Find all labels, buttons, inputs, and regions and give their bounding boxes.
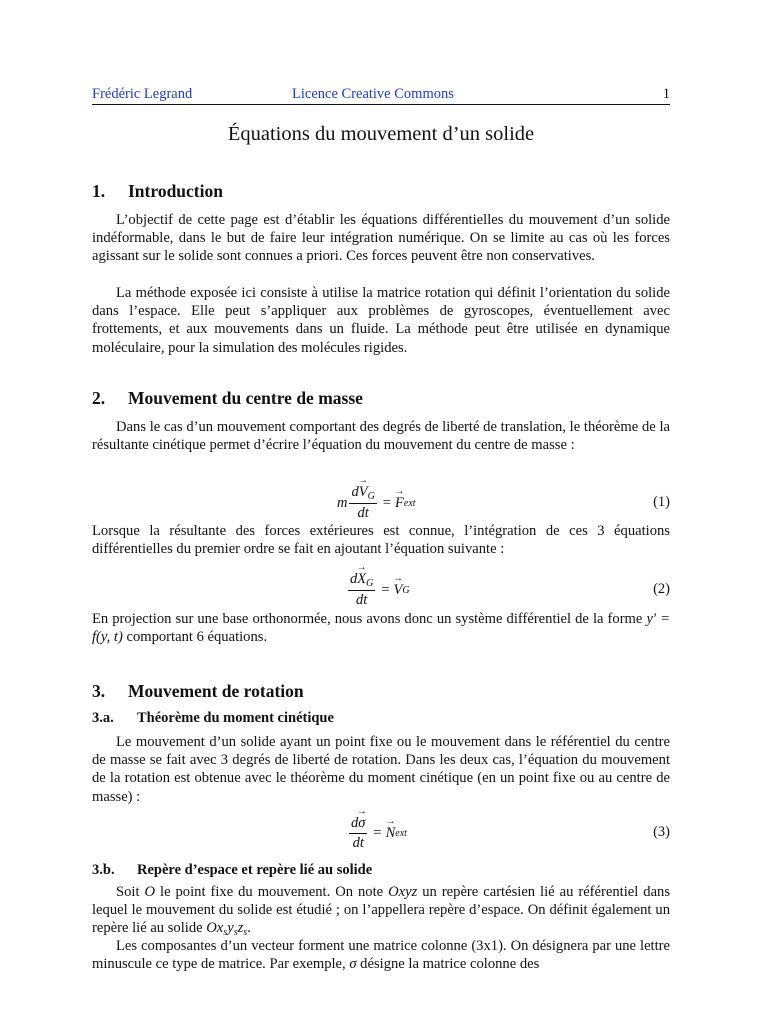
section-title: Introduction bbox=[128, 181, 223, 201]
eq-symbol: → σ bbox=[358, 815, 365, 832]
inline-math: O bbox=[144, 884, 156, 900]
eq-symbol: dt bbox=[357, 505, 369, 521]
eq-operator: = bbox=[382, 494, 392, 511]
section-heading-rotation bbox=[92, 681, 304, 702]
header-page-number: 1 bbox=[662, 86, 670, 102]
text-run: . bbox=[247, 920, 251, 937]
eq-symbol: d bbox=[351, 814, 359, 831]
equation-1 bbox=[92, 481, 670, 525]
paragraph: L’objectif de cette page est d’établir les équations différentielles du mouvement d’un solide indéformable, dans le but de faire leur intégration numérique. On se limite au cas où les forces agissant sur le solide sont connues a priori. Ces forces peuvent être non conservatives. bbox=[92, 212, 670, 265]
equation-number: (1) bbox=[653, 494, 670, 510]
section-title: Mouvement de rotation bbox=[128, 681, 304, 701]
eq-subscript: ext bbox=[403, 497, 416, 509]
text-run: comportant 6 équations. bbox=[122, 629, 268, 646]
eq-fraction bbox=[349, 815, 367, 852]
subsection-title: Repère d’espace et repère lié au solide bbox=[137, 862, 373, 878]
subsection-heading-reperes bbox=[92, 862, 372, 879]
eq-subscript: ext bbox=[395, 827, 407, 839]
equation-3 bbox=[92, 811, 670, 855]
eq-symbol: → N bbox=[386, 825, 396, 842]
equation-2 bbox=[92, 568, 670, 612]
section-number: 3. bbox=[92, 681, 106, 701]
eq-subscript: G bbox=[366, 578, 374, 589]
subsection-number: 3.a. bbox=[92, 710, 114, 726]
text-run: désigne la matrice colonne des bbox=[356, 956, 540, 973]
eq-fraction bbox=[349, 484, 376, 522]
running-header bbox=[92, 86, 670, 104]
paragraph: Lorsque la résultante des forces extérieures est connue, l’intégration de ces 3 équations différentielles du premier ordre se fait en ajoutant l’équation suivante : bbox=[92, 523, 670, 558]
eq-symbol: m bbox=[337, 494, 348, 511]
equation-number: (2) bbox=[653, 581, 670, 597]
paragraph bbox=[92, 937, 670, 973]
text-run: Les composantes d’un vecteur forment une matrice colonne (3x1). On désignera par une lettre minuscule ce type de matrice. Par exemple, bbox=[92, 938, 670, 973]
subsection-title: Théorème du moment cinétique bbox=[137, 710, 334, 726]
subsection-heading-moment-cinetique bbox=[92, 710, 334, 727]
eq-symbol: d bbox=[351, 484, 359, 500]
eq-operator: = bbox=[381, 581, 390, 598]
eq-symbol: dt bbox=[352, 834, 364, 851]
paragraph: Le mouvement d’un solide ayant un point fixe ou le mouvement dans le référentiel du centre de masse se fait avec 3 degrés de liberté de rotation. Dans les deux cas, l’équation du mouvement de la rotation est obtenue avec le théorème du moment cinétique (en un point fixe ou au centre de masse) : bbox=[92, 734, 670, 805]
text-run: le point fixe du mouvement. On note bbox=[155, 884, 389, 900]
subsection-number: 3.b. bbox=[92, 862, 115, 878]
section-title: Mouvement du centre de masse bbox=[128, 388, 363, 408]
paragraph bbox=[92, 610, 670, 646]
eq-fraction bbox=[348, 571, 375, 609]
eq-symbol: → F bbox=[395, 495, 404, 512]
inline-math: Oxyz bbox=[388, 884, 418, 900]
section-number: 1. bbox=[92, 181, 106, 201]
section-heading-introduction bbox=[92, 181, 223, 202]
paragraph: Dans le cas d’un mouvement comportant des degrés de liberté de translation, le théorème de la résultante cinétique permet d’écrire l’équation du mouvement du centre de masse : bbox=[92, 419, 670, 454]
eq-symbol: dt bbox=[356, 592, 368, 608]
document-title: Équations du mouvement d’un solide bbox=[227, 123, 535, 145]
eq-symbol: → V bbox=[394, 582, 403, 599]
eq-operator: = bbox=[373, 824, 382, 841]
text-run: En projection sur une base orthonormée, nous avons donc un système différentiel de la forme bbox=[92, 611, 647, 627]
header-licence-link[interactable]: Licence Creative Commons bbox=[292, 86, 454, 102]
inline-math: σ bbox=[349, 956, 357, 973]
inline-math: Ox bbox=[206, 920, 224, 937]
inline-math: y′ = f(y, t) bbox=[92, 611, 671, 646]
text-run: Soit bbox=[116, 884, 145, 900]
header-rule bbox=[92, 104, 670, 105]
paragraph: La méthode exposée ici consiste à utilise la matrice rotation qui définit l’orientation du solide dans l’espace. Elle peut s’appliquer aux problèmes de gyroscopes, éventuellement avec frottements, et aux mouvements dans un fluide. La méthode peut être utilisée en dynamique moléculaire, pour la simulation des molécules rigides. bbox=[92, 285, 670, 356]
paragraph: Soit O le point fixe du mouvement. On note Oxyz un repère cartésien lié au référentiel dans lequel le mouvement du solide est étudié ; on l’appellera repère d’espace. On définit également un repère lié au solide $Ox_sy_sz_s$. bbox=[92, 884, 671, 939]
eq-symbol: → V bbox=[359, 484, 368, 501]
eq-symbol: d bbox=[350, 571, 358, 587]
header-author-link[interactable]: Frédéric Legrand bbox=[92, 86, 193, 102]
equation-number: (3) bbox=[653, 824, 670, 840]
section-heading-centre-de-masse bbox=[92, 388, 363, 409]
eq-symbol: → X bbox=[357, 571, 366, 588]
eq-subscript: G bbox=[402, 584, 410, 596]
section-number: 2. bbox=[92, 388, 106, 408]
text-run: un repère cartésien lié au référentiel dans lequel le mouvement du solide est étudié ; on l’appellera repère d’espace. On définit également un repère lié au solide bbox=[92, 884, 671, 937]
eq-subscript: G bbox=[367, 491, 375, 502]
